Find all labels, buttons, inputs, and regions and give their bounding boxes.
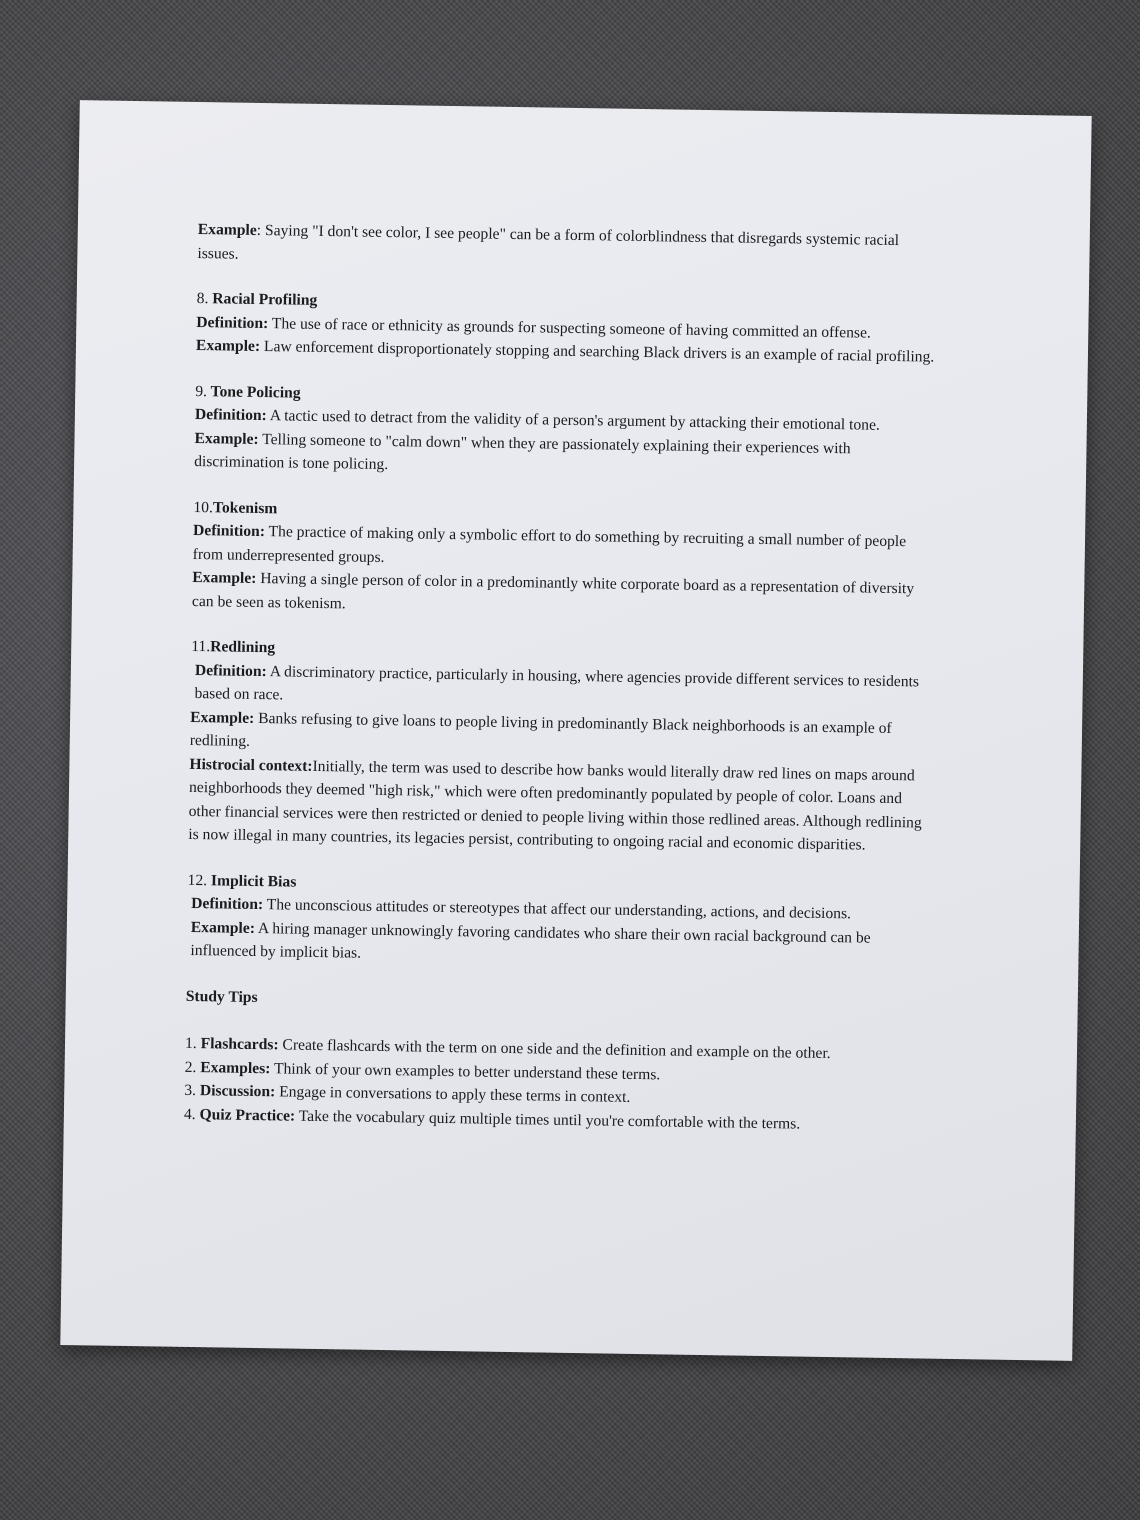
- document-content: [184, 218, 943, 1138]
- term-racial-profiling: [196, 287, 942, 369]
- definition-text: A tactic used to detract from the validity of a person's argument by attacking their emotional tone.: [266, 407, 880, 434]
- tip-text: Create flashcards with the term on one side and the definition and example on the other.: [278, 1036, 831, 1063]
- tip-number: 3.: [184, 1081, 197, 1100]
- study-tips-section: [184, 984, 931, 1137]
- tip-label: Examples:: [200, 1058, 271, 1077]
- example-text: Law enforcement disproportionately stopping and searching Black drivers is an example of racial profiling.: [259, 337, 935, 366]
- example-label: Example:: [190, 918, 256, 937]
- tip-text: Think of your own examples to better understand these terms.: [270, 1059, 661, 1083]
- definition-label: Definition:: [191, 894, 264, 914]
- tip-text: Take the vocabulary quiz multiple times until you're comfortable with the terms.: [295, 1107, 801, 1133]
- term-number: 8.: [196, 289, 209, 308]
- context-label: Histrocial context:: [189, 755, 313, 775]
- example-text: Telling someone to "calm down" when they are passionately explaining their experiences with discrimination is tone policing.: [194, 430, 851, 474]
- tip-label: Quiz Practice:: [199, 1105, 296, 1125]
- tip-number: 1.: [184, 1034, 197, 1053]
- term-title: Tone Policing: [210, 382, 301, 402]
- definition-text: A discriminatory practice, particularly in housing, where agencies provide different services to residents based on race.: [194, 662, 920, 704]
- study-tips-title: Study Tips: [185, 987, 258, 1006]
- tip-text: Engage in conversations to apply these terms in context.: [275, 1083, 631, 1106]
- example-label: Example:: [195, 336, 261, 355]
- example-label: Example:: [190, 708, 255, 727]
- definition-text: The unconscious attitudes or stereotypes that affect our understanding, actions, and decisions.: [262, 896, 852, 923]
- example-text: A hiring manager unknowingly favoring candidates who share their own racial background can be influenced by implicit bias.: [190, 919, 871, 962]
- context-text: Initially, the term was used to describe how banks would literally draw red lines on maps around neighborhoods they deemed "high risk," which were often predominantly populated by people of color. Loans and other financial services were then restricted or denied to people living within those redlined areas. Although redlining is now illegal in many countries, its legacies persist, contributing to ongoing racial and economic disparities.: [188, 757, 922, 854]
- definition-label: Definition:: [194, 405, 267, 425]
- term-redlining: [188, 635, 936, 858]
- example-label: Example:: [194, 429, 259, 448]
- definition-label: Definition:: [196, 313, 269, 332]
- term-historical-context: [188, 752, 934, 858]
- term-tone-policing: [194, 379, 940, 485]
- definition-text: The use of race or ethnicity as grounds for suspecting someone of having committed an offense.: [268, 314, 871, 342]
- term-number: 9.: [195, 382, 208, 400]
- example-text: Having a single person of color in a predominantly white corporate board as a representation of diversity can be seen as tokenism.: [191, 569, 915, 612]
- term-title: Tokenism: [212, 498, 278, 517]
- tip-label: Discussion:: [199, 1082, 276, 1101]
- intro-example-text: : Saying "I don't see color, I see people" can be a form of colorblindness that disregards systemic racial issues.: [197, 221, 900, 263]
- term-title: Implicit Bias: [210, 871, 297, 891]
- example-text: Banks refusing to give loans to people living in predominantly Black neighborhoods is an example of redlining.: [189, 709, 892, 750]
- term-title: Redlining: [210, 638, 276, 657]
- term-number: 11.: [191, 637, 211, 656]
- definition-label: Definition:: [194, 661, 267, 680]
- tip-number: 4.: [183, 1105, 196, 1123]
- study-tips-list: [184, 1032, 930, 1138]
- term-number: 12.: [187, 871, 208, 889]
- definition-label: Definition:: [192, 521, 266, 541]
- example-label: Example:: [192, 568, 257, 587]
- definition-text: The practice of making only a symbolic effort to do something by recruiting a small number of people from underrepresented groups.: [192, 523, 907, 566]
- tip-number: 2.: [184, 1058, 197, 1076]
- term-number: 10.: [193, 498, 214, 516]
- tip-label: Flashcards:: [200, 1035, 279, 1054]
- term-title: Racial Profiling: [212, 290, 318, 309]
- intro-example-label: Example: [197, 220, 257, 239]
- term-tokenism: [192, 495, 939, 624]
- term-implicit-bias: [186, 868, 932, 974]
